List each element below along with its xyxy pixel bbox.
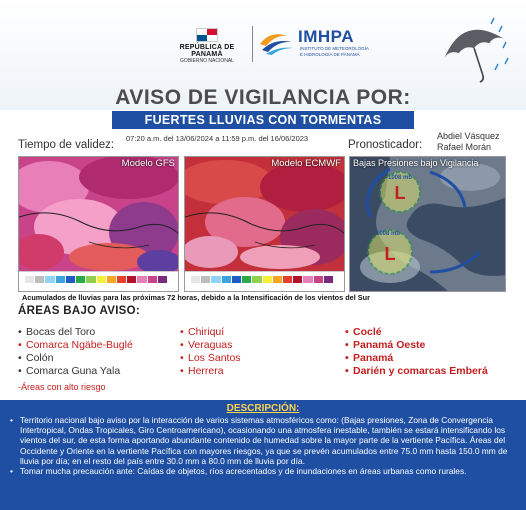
area-item: • Herrera [180, 365, 241, 378]
area-item: • Los Santos [180, 352, 241, 365]
description-item: • Tomar mucha precaución ante: Caídas de objetos, ríos acrecentados y de inundaciones en áreas urbanas como rurales. [10, 466, 516, 476]
areas-column-3 [345, 326, 488, 378]
panama-flag-icon [196, 28, 218, 42]
validity-label: Tiempo de validez: [18, 139, 115, 151]
pressure-label: 1008 mb [375, 231, 401, 237]
alert-type-banner: FUERTES LLUVIAS CON TORMENTAS [112, 111, 414, 129]
map-label: Modelo ECMWF [271, 158, 341, 169]
areas-column-2 [180, 326, 241, 378]
area-item: • Comarca Guna Yala [18, 365, 133, 378]
umbrella-rain-icon [436, 12, 514, 90]
map-label: Modelo GFS [121, 158, 175, 169]
description-panel [0, 400, 526, 510]
forecaster-name: Rafael Morán [437, 142, 492, 152]
areas-title: ÁREAS BAJO AVISO: [18, 305, 141, 317]
rain-colorbar [19, 271, 178, 291]
description-title: DESCRIPCIÓN: [226, 403, 300, 414]
logo-divider [252, 26, 253, 62]
description-item: • Territorio nacional bajo aviso por la interacción de varios sistemas atmosféricos como: (Bajas presiones, Zona de Convergencia Intertropical, Ondas Tropicales, Giro Centroamericano), ocasionando una atmosfera inestable, también se estará intensificando los vientos del sur, de esta forma aportando abundante contenido de humedad sobre la mayor parte de la vertiente Pacífica. Áreas del Occidente y Oriente en la vertiente Pacífica con mayores riesgos, ya que se prevén acumulados entre 75.0 mm hasta 150.0 mm de lluvia por día; en el resto del país entre 30.0 mm a 80.0 mm de lluvia por día. [10, 415, 516, 466]
area-item: • Coclé [345, 326, 488, 339]
map-caption: Acumulados de lluvias para las próximas 72 horas, debido a la Intensificación de los vientos del Sur [22, 293, 370, 302]
forecaster-label: Pronosticador: [348, 139, 423, 151]
gfs-rainfall-map [18, 156, 179, 292]
gov-name: REPÚBLICA DE PANAMÁ [179, 44, 235, 58]
area-item: • Panamá [345, 352, 488, 365]
ecmwf-rainfall-map [184, 156, 345, 292]
forecaster-name: Abdiel Vásquez [437, 131, 500, 141]
page-title: AVISO DE VIGILANCIA POR: [115, 86, 411, 109]
gov-sub: GOBIERNO NACIONAL [180, 58, 234, 64]
validity-period: 07:20 a.m. del 13/06/2024 a 11:59 p.m. del 16/06/2023 [126, 134, 309, 143]
institute-name: IMHPA [298, 27, 355, 46]
description-list [10, 415, 516, 476]
rain-colorbar [185, 271, 344, 291]
map-label: Bajas Presiones bajo Vigilancia [353, 158, 479, 168]
area-item: • Panamá Oeste [345, 339, 488, 352]
gfs-map-image [19, 157, 179, 273]
satellite-map-image [350, 157, 506, 292]
area-item: • Chiriquí [180, 326, 241, 339]
imhpa-logo-icon [258, 26, 296, 56]
area-item: • Comarca Ngäbe-Buglé [18, 339, 133, 352]
area-item: • Colón [18, 352, 133, 365]
area-item: • Veraguas [180, 339, 241, 352]
ecmwf-map-image [185, 157, 345, 273]
high-risk-legend: -Áreas con alto riesgo [18, 382, 106, 392]
areas-column-1 [18, 326, 133, 378]
low-symbol: L [394, 183, 406, 203]
low-pressure-map [349, 156, 506, 292]
area-item: • Darién y comarcas Emberá [345, 365, 488, 378]
institute-sub: INSTITUTO DE METEOROLOGÍA E HIDROLOGÍA DE PANAMÁ [300, 46, 369, 57]
forecaster-names [437, 131, 500, 153]
government-logo [168, 28, 246, 68]
pressure-label: 1008 mb [387, 175, 413, 181]
area-item: • Bocas del Toro [18, 326, 133, 339]
low-symbol: L [384, 244, 396, 264]
